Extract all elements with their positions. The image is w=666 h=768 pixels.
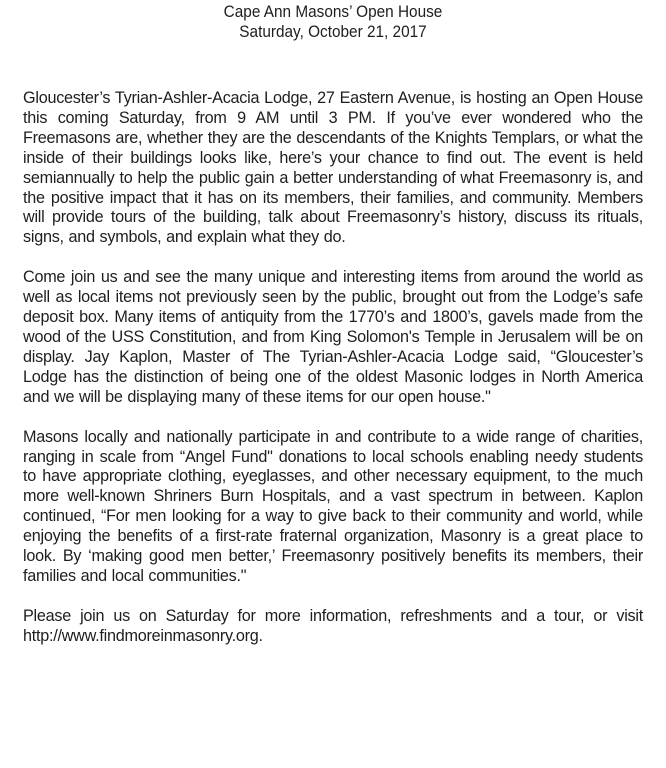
paragraph-invitation xyxy=(23,607,643,647)
invitation-text: Please join us on Saturday for more information, refreshments and a tour, or visit xyxy=(23,606,643,625)
paragraph-intro: Gloucester’s Tyrian-Ashler-Acacia Lodge, 27 Eastern Avenue, is hosting an Open House this coming Saturday, from 9 AM until 3 PM. If you’ve ever wondered who the Freemasons are, whether they are the descendants of the Knights Templars, or what the inside of their buildings looks like, here’s your chance to find out. The event is held semiannually to help the public gain a better understanding of what Freemasonry is, and the positive impact that it has on its members, their families, and community. Members will provide tours of the building, talk about Freemasonry’s history, discuss its rituals, signs, and symbols, and explain what they do. xyxy=(23,89,643,247)
title-block xyxy=(45,0,622,42)
paragraph-charities: Masons locally and nationally participate in and contribute to a wide range of charities, ranging in scale from “Angel Fund" donations to local schools enabling needy students to have appropriate clothing, eyeglasses, and other necessary equipment, to the much more well-known Shriners Burn Hospitals, and a vast spectrum in between. Kaplon continued, “For men looking for a way to give back to their community and world, while enjoying the benefits of a first-rate fraternal organization, Masonry is a great place to look. By ‘making good men better,’ Freemasonry positively benefits its members, their families and local communities." xyxy=(23,427,643,585)
paragraph-items-on-display: Come join us and see the many unique and interesting items from around the world as well as local items not previously seen by the public, brought out from the Lodge’s safe deposit box. Many items of antiquity from the 1770’s and 1800’s, gavels made from the wood of the USS Constitution, and from King Solomon's Temple in Jerusalem will be on display. Jay Kaplon, Master of The Tyrian-Ashler-Acacia Lodge said, “Gloucester’s Lodge has the distinction of being one of the oldest Masonic lodges in North America and we will be displaying many of these items for our open house." xyxy=(23,268,643,406)
website-link[interactable]: http://www.findmoreinmasonry.org. xyxy=(23,626,263,645)
event-date: Saturday, October 21, 2017 xyxy=(239,23,427,41)
document-title: Cape Ann Masons’ Open House xyxy=(223,3,443,21)
document-body xyxy=(23,89,643,647)
